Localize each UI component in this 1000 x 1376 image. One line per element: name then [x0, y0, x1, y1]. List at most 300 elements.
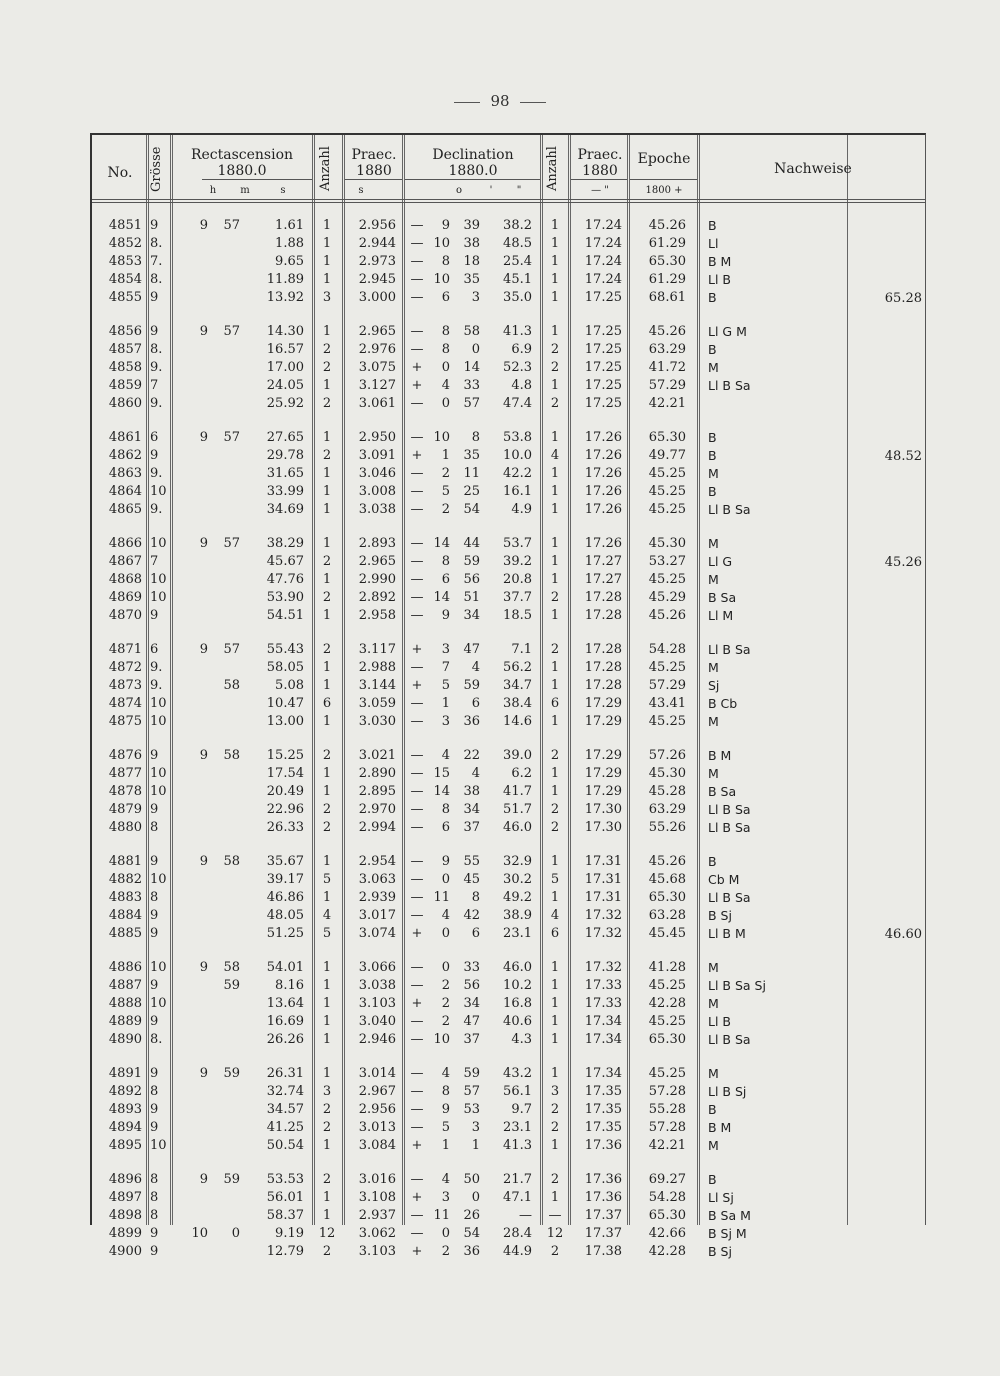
cell-no: 4885 — [108, 926, 142, 941]
cell-anzahl-2: 2 — [550, 396, 560, 411]
cell-praec-dec: 17.30 — [584, 820, 622, 835]
cell-groesse: 9 — [150, 926, 159, 941]
cell-praec-ra: 2.937 — [358, 1208, 396, 1223]
cell-praec-ra: 2.990 — [358, 572, 396, 587]
cell-praec-dec: 17.28 — [584, 590, 622, 605]
cell-praec-ra: 3.038 — [358, 978, 396, 993]
cell-anzahl: 2 — [322, 1102, 332, 1117]
cell-ra-h — [190, 395, 208, 413]
cell-no: 4883 — [108, 890, 142, 905]
cell-anzahl-2: 6 — [550, 696, 560, 711]
cell-dec-deg: 4 — [441, 748, 450, 763]
cell-nachweise: B M — [708, 1120, 732, 1135]
cell-dec-deg: 14 — [433, 590, 450, 605]
table-row — [92, 253, 925, 271]
cell-dec-sign: — — [410, 536, 424, 551]
cell-ra-s: 16.57 — [266, 342, 304, 357]
cell-epoche: 45.25 — [648, 978, 686, 993]
cell-praec-dec: 17.25 — [584, 342, 622, 357]
cell-dec-sign: + — [411, 996, 423, 1011]
cell-nachweise: Ll B — [708, 1014, 731, 1029]
cell-dec-min: 25 — [463, 484, 480, 499]
cell-anzahl: 12 — [318, 1226, 336, 1241]
table-row — [92, 1189, 925, 1207]
side-note-value: 45.26 — [884, 555, 922, 570]
cell-ra-h — [190, 571, 208, 589]
cell-praec-dec: 17.31 — [584, 854, 622, 869]
table-row — [92, 217, 925, 235]
cell-ra-s: 45.67 — [266, 554, 304, 569]
cell-dec-min: 0 — [471, 342, 480, 357]
table-row — [92, 1243, 925, 1261]
cell-epoche: 41.72 — [648, 360, 686, 375]
table-row — [92, 1065, 925, 1083]
cell-nachweise: Sj — [708, 678, 720, 693]
cell-dec-min: 18 — [463, 254, 480, 269]
cell-dec-sign: — — [410, 1014, 424, 1029]
cell-no: 4880 — [108, 820, 142, 835]
cell-anzahl-2: 1 — [550, 978, 560, 993]
cell-ra-h — [190, 1119, 208, 1137]
cell-dec-min: 54 — [463, 1226, 480, 1241]
cell-ra-h: 9 — [199, 430, 208, 445]
cell-dec-sign: — — [410, 872, 424, 887]
cell-dec-sign: — — [410, 908, 424, 923]
cell-ra-h — [190, 607, 208, 625]
cell-ra-s: 29.78 — [266, 448, 304, 463]
cell-no: 4861 — [108, 430, 142, 445]
cell-dec-sec: 52.3 — [503, 360, 532, 375]
cell-epoche: 57.29 — [648, 378, 686, 393]
cell-praec-dec: 17.25 — [584, 360, 622, 375]
cell-dec-min: 53 — [463, 1102, 480, 1117]
header-no: No. — [107, 165, 133, 181]
cell-anzahl-2: 2 — [550, 342, 560, 357]
cell-dec-sign: — — [410, 960, 424, 975]
cell-no: 4879 — [108, 802, 142, 817]
cell-ra-m — [216, 341, 240, 359]
cell-anzahl: 2 — [322, 342, 332, 357]
cell-dec-min: 38 — [463, 236, 480, 251]
cell-anzahl-2: 1 — [550, 536, 560, 551]
cell-anzahl: 2 — [322, 1244, 332, 1259]
cell-nachweise: Ll B M — [708, 926, 746, 941]
cell-praec-dec: 17.34 — [584, 1032, 622, 1047]
cell-ra-s: 47.76 — [266, 572, 304, 587]
header-dec-unit-min: ' — [489, 185, 493, 196]
table-row — [92, 1119, 925, 1137]
cell-dec-sec: 53.8 — [503, 430, 532, 445]
cell-anzahl: 1 — [322, 1032, 332, 1047]
cell-no: 4899 — [108, 1226, 142, 1241]
cell-praec-dec: 17.32 — [584, 960, 622, 975]
cell-praec-dec: 17.25 — [584, 290, 622, 305]
cell-epoche: 45.26 — [648, 324, 686, 339]
cell-no: 4882 — [108, 872, 142, 887]
cell-ra-m — [216, 1243, 240, 1261]
cell-epoche: 49.77 — [648, 448, 686, 463]
header-praec-dec-epoch: 1880 — [582, 163, 618, 179]
cell-dec-sec: 4.9 — [511, 502, 532, 517]
cell-praec-ra: 3.074 — [358, 926, 396, 941]
cell-dec-sec: 46.0 — [503, 820, 532, 835]
cell-anzahl: 1 — [322, 1014, 332, 1029]
cell-ra-m — [216, 447, 240, 465]
cell-anzahl: 1 — [322, 890, 332, 905]
cell-anzahl: 1 — [322, 324, 332, 339]
cell-ra-h — [190, 907, 208, 925]
cell-no: 4851 — [108, 218, 142, 233]
cell-dec-min: 11 — [463, 466, 480, 481]
table-row — [92, 1031, 925, 1049]
cell-praec-dec: 17.29 — [584, 714, 622, 729]
cell-no: 4865 — [108, 502, 142, 517]
cell-dec-deg: 2 — [441, 978, 450, 993]
cell-ra-s: 8.16 — [275, 978, 304, 993]
cell-no: 4896 — [108, 1172, 142, 1187]
cell-praec-dec: 17.29 — [584, 766, 622, 781]
cell-praec-ra: 2.956 — [358, 218, 396, 233]
cell-dec-min: 39 — [463, 218, 480, 233]
cell-dec-sign: — — [410, 854, 424, 869]
cell-epoche: 45.68 — [648, 872, 686, 887]
cell-dec-sign: — — [410, 978, 424, 993]
cell-dec-min: 6 — [471, 926, 480, 941]
cell-anzahl-2: 1 — [550, 572, 560, 587]
cell-praec-ra: 2.965 — [358, 554, 396, 569]
cell-praec-dec: 17.35 — [584, 1102, 622, 1117]
table-row — [92, 783, 925, 801]
cell-anzahl-2: 2 — [550, 1244, 560, 1259]
cell-dec-sec: 44.9 — [503, 1244, 532, 1259]
cell-anzahl: 1 — [322, 678, 332, 693]
cell-no: 4892 — [108, 1084, 142, 1099]
cell-anzahl: 2 — [322, 396, 332, 411]
cell-praec-dec: 17.34 — [584, 1014, 622, 1029]
cell-anzahl: 1 — [322, 466, 332, 481]
cell-ra-h — [190, 1031, 208, 1049]
cell-anzahl: 2 — [322, 448, 332, 463]
cell-dec-sign: — — [410, 236, 424, 251]
table-row — [92, 641, 925, 659]
cell-dec-sec: — — [519, 1208, 532, 1223]
cell-praec-dec: 17.24 — [584, 218, 622, 233]
cell-dec-min: 58 — [463, 324, 480, 339]
cell-nachweise: Ll B Sj — [708, 1084, 747, 1099]
cell-nachweise: Ll Sj — [708, 1190, 734, 1205]
cell-dec-sec: 47.4 — [503, 396, 532, 411]
cell-dec-deg: 3 — [441, 1190, 450, 1205]
cell-no: 4873 — [108, 678, 142, 693]
cell-groesse: 9 — [150, 854, 159, 869]
cell-nachweise: M — [708, 714, 719, 729]
header-rule — [92, 202, 925, 203]
cell-dec-deg: 2 — [441, 502, 450, 517]
cell-nachweise: Ll B Sa — [708, 502, 751, 517]
cell-ra-s: 13.00 — [266, 714, 304, 729]
cell-dec-deg: 1 — [441, 696, 450, 711]
cell-ra-s: 17.00 — [266, 360, 304, 375]
cell-anzahl-2: — — [548, 1208, 562, 1223]
cell-dec-sec: 39.2 — [503, 554, 532, 569]
cell-dec-sec: 35.0 — [503, 290, 532, 305]
cell-ra-s: 55.43 — [266, 642, 304, 657]
cell-praec-dec: 17.25 — [584, 324, 622, 339]
cell-no: 4855 — [108, 290, 142, 305]
cell-ra-s: 5.08 — [275, 678, 304, 693]
cell-dec-min: 57 — [463, 396, 480, 411]
cell-praec-dec: 17.37 — [584, 1226, 622, 1241]
cell-ra-h — [190, 359, 208, 377]
cell-anzahl: 5 — [322, 926, 332, 941]
table-row — [92, 977, 925, 995]
cell-dec-deg: 2 — [441, 466, 450, 481]
cell-anzahl: 1 — [322, 1138, 332, 1153]
cell-praec-ra: 2.890 — [358, 766, 396, 781]
cell-dec-sign: — — [410, 660, 424, 675]
cell-groesse: 7. — [150, 254, 163, 269]
table-row — [92, 289, 925, 307]
cell-anzahl-2: 2 — [550, 820, 560, 835]
cell-ra-s: 9.65 — [275, 254, 304, 269]
cell-anzahl: 1 — [322, 272, 332, 287]
cell-dec-sec: 21.7 — [503, 1172, 532, 1187]
cell-anzahl: 2 — [322, 1120, 332, 1135]
cell-anzahl: 1 — [322, 536, 332, 551]
cell-no: 4852 — [108, 236, 142, 251]
cell-ra-m — [216, 801, 240, 819]
cell-praec-ra: 3.063 — [358, 872, 396, 887]
cell-no: 4884 — [108, 908, 142, 923]
cell-dec-deg: 8 — [441, 342, 450, 357]
cell-nachweise: Ll B Sa — [708, 1032, 751, 1047]
cell-dec-deg: 2 — [441, 1014, 450, 1029]
cell-anzahl-2: 1 — [550, 466, 560, 481]
cell-nachweise: B Cb — [708, 696, 738, 711]
cell-dec-sign: — — [410, 784, 424, 799]
cell-no: 4864 — [108, 484, 142, 499]
cell-anzahl-2: 2 — [550, 1172, 560, 1187]
cell-dec-sign: + — [411, 678, 423, 693]
table-row — [92, 889, 925, 907]
cell-praec-dec: 17.36 — [584, 1138, 622, 1153]
cell-no: 4868 — [108, 572, 142, 587]
cell-praec-dec: 17.35 — [584, 1120, 622, 1135]
cell-praec-dec: 17.38 — [584, 1244, 622, 1259]
header-ra-unit-h: h — [209, 185, 217, 196]
cell-ra-m — [216, 995, 240, 1013]
cell-nachweise: M — [708, 572, 719, 587]
cell-nachweise: B — [708, 1172, 717, 1187]
cell-anzahl: 1 — [322, 978, 332, 993]
cell-ra-s: 14.30 — [266, 324, 304, 339]
cell-ra-s: 56.01 — [266, 1190, 304, 1205]
table-row — [92, 535, 925, 553]
cell-groesse: 9 — [150, 1066, 159, 1081]
cell-groesse: 6 — [150, 642, 159, 657]
cell-ra-h — [190, 253, 208, 271]
cell-epoche: 65.30 — [648, 254, 686, 269]
cell-dec-sec: 39.0 — [503, 748, 532, 763]
cell-dec-deg: 10 — [433, 1032, 450, 1047]
cell-praec-dec: 17.29 — [584, 784, 622, 799]
cell-praec-ra: 2.893 — [358, 536, 396, 551]
cell-dec-sign: + — [411, 360, 423, 375]
cell-ra-h — [190, 1243, 208, 1261]
cell-dec-sign: — — [410, 1172, 424, 1187]
cell-no: 4876 — [108, 748, 142, 763]
cell-praec-ra: 2.970 — [358, 802, 396, 817]
table-row — [92, 1101, 925, 1119]
cell-dec-min: 4 — [471, 766, 480, 781]
cell-dec-deg: 2 — [441, 996, 450, 1011]
cell-anzahl: 2 — [322, 802, 332, 817]
cell-no: 4900 — [108, 1244, 142, 1259]
cell-anzahl: 1 — [322, 218, 332, 233]
cell-ra-s: 24.05 — [266, 378, 304, 393]
cell-nachweise: Ll B Sa — [708, 378, 751, 393]
cell-ra-m — [216, 1189, 240, 1207]
cell-praec-ra: 3.061 — [358, 396, 396, 411]
cell-no: 4862 — [108, 448, 142, 463]
cell-anzahl-2: 1 — [550, 714, 560, 729]
cell-epoche: 61.29 — [648, 236, 686, 251]
cell-ra-s: 54.51 — [266, 608, 304, 623]
cell-epoche: 45.25 — [648, 502, 686, 517]
cell-no: 4866 — [108, 536, 142, 551]
cell-ra-m: 57 — [223, 324, 240, 339]
cell-ra-m — [216, 1083, 240, 1101]
cell-anzahl-2: 1 — [550, 1014, 560, 1029]
cell-praec-ra: 2.976 — [358, 342, 396, 357]
cell-nachweise: B — [708, 854, 717, 869]
cell-dec-sec: 6.2 — [511, 766, 532, 781]
cell-praec-ra: 2.950 — [358, 430, 396, 445]
cell-praec-ra: 3.108 — [358, 1190, 396, 1205]
cell-anzahl: 2 — [322, 748, 332, 763]
cell-anzahl-2: 1 — [550, 996, 560, 1011]
cell-praec-ra: 3.008 — [358, 484, 396, 499]
cell-epoche: 54.28 — [648, 1190, 686, 1205]
cell-ra-h: 9 — [199, 536, 208, 551]
cell-anzahl: 1 — [322, 1208, 332, 1223]
cell-ra-m: 57 — [223, 642, 240, 657]
header-rule — [345, 179, 402, 180]
cell-groesse: 9. — [150, 678, 163, 693]
cell-dec-deg: 10 — [433, 430, 450, 445]
cell-ra-m: 57 — [223, 218, 240, 233]
table-row — [92, 819, 925, 837]
cell-dec-deg: 11 — [433, 890, 450, 905]
cell-dec-min: 26 — [463, 1208, 480, 1223]
table-row — [92, 959, 925, 977]
cell-ra-m — [216, 713, 240, 731]
cell-anzahl-2: 2 — [550, 1120, 560, 1135]
cell-praec-ra: 3.046 — [358, 466, 396, 481]
cell-dec-sign: — — [410, 1208, 424, 1223]
cell-ra-m — [216, 589, 240, 607]
cell-ra-h — [190, 801, 208, 819]
cell-groesse: 9 — [150, 748, 159, 763]
header-ra-epoch: 1880.0 — [217, 163, 267, 179]
cell-no: 4853 — [108, 254, 142, 269]
cell-groesse: 9 — [150, 1014, 159, 1029]
cell-epoche: 57.29 — [648, 678, 686, 693]
cell-epoche: 54.28 — [648, 642, 686, 657]
header-epoche-unit: 1800 + — [645, 185, 683, 196]
cell-praec-dec: 17.24 — [584, 236, 622, 251]
table-row — [92, 553, 925, 571]
cell-dec-deg: 11 — [433, 1208, 450, 1223]
cell-dec-deg: 5 — [441, 484, 450, 499]
cell-dec-deg: 0 — [441, 872, 450, 887]
side-note-value: 46.60 — [884, 927, 922, 942]
cell-ra-m — [216, 1119, 240, 1137]
cell-dec-sign: — — [410, 766, 424, 781]
cell-praec-ra: 3.075 — [358, 360, 396, 375]
page-number: 98 — [0, 92, 1000, 110]
table-row — [92, 995, 925, 1013]
cell-epoche: 45.26 — [648, 608, 686, 623]
cell-ra-h — [190, 695, 208, 713]
cell-praec-dec: 17.36 — [584, 1172, 622, 1187]
cell-ra-m — [216, 271, 240, 289]
cell-groesse: 7 — [150, 378, 159, 393]
cell-dec-sign: — — [410, 554, 424, 569]
cell-praec-ra: 3.091 — [358, 448, 396, 463]
cell-anzahl-2: 3 — [550, 1084, 560, 1099]
cell-dec-sec: 4.3 — [511, 1032, 532, 1047]
cell-anzahl-2: 1 — [550, 484, 560, 499]
cell-dec-deg: 0 — [441, 396, 450, 411]
cell-anzahl-2: 1 — [550, 784, 560, 799]
cell-dec-sec: 45.1 — [503, 272, 532, 287]
cell-ra-m: 0 — [231, 1226, 240, 1241]
cell-dec-deg: 0 — [441, 960, 450, 975]
cell-anzahl: 1 — [322, 378, 332, 393]
cell-groesse: 9 — [150, 802, 159, 817]
cell-groesse: 10 — [150, 714, 167, 729]
cell-epoche: 45.25 — [648, 484, 686, 499]
header-dec-title: Declination — [432, 147, 514, 163]
cell-anzahl: 3 — [322, 290, 332, 305]
cell-praec-ra: 2.965 — [358, 324, 396, 339]
cell-dec-min: 0 — [471, 1190, 480, 1205]
cell-groesse: 10 — [150, 572, 167, 587]
cell-praec-dec: 17.26 — [584, 448, 622, 463]
cell-nachweise: B Sj — [708, 908, 732, 923]
cell-no: 4881 — [108, 854, 142, 869]
cell-anzahl: 1 — [322, 608, 332, 623]
cell-dec-sec: 41.3 — [503, 1138, 532, 1153]
table-row — [92, 1083, 925, 1101]
cell-ra-m: 57 — [223, 536, 240, 551]
cell-dec-sec: 47.1 — [503, 1190, 532, 1205]
cell-anzahl-2: 1 — [550, 236, 560, 251]
cell-epoche: 65.30 — [648, 1032, 686, 1047]
cell-ra-h: 9 — [199, 324, 208, 339]
cell-dec-sec: 28.4 — [503, 1226, 532, 1241]
cell-dec-deg: 4 — [441, 1066, 450, 1081]
cell-no: 4875 — [108, 714, 142, 729]
cell-groesse: 9 — [150, 608, 159, 623]
cell-anzahl-2: 2 — [550, 748, 560, 763]
cell-ra-s: 13.92 — [266, 290, 304, 305]
table-row — [92, 323, 925, 341]
cell-nachweise: M — [708, 1066, 719, 1081]
header-rule — [92, 199, 925, 200]
cell-anzahl-2: 1 — [550, 1032, 560, 1047]
